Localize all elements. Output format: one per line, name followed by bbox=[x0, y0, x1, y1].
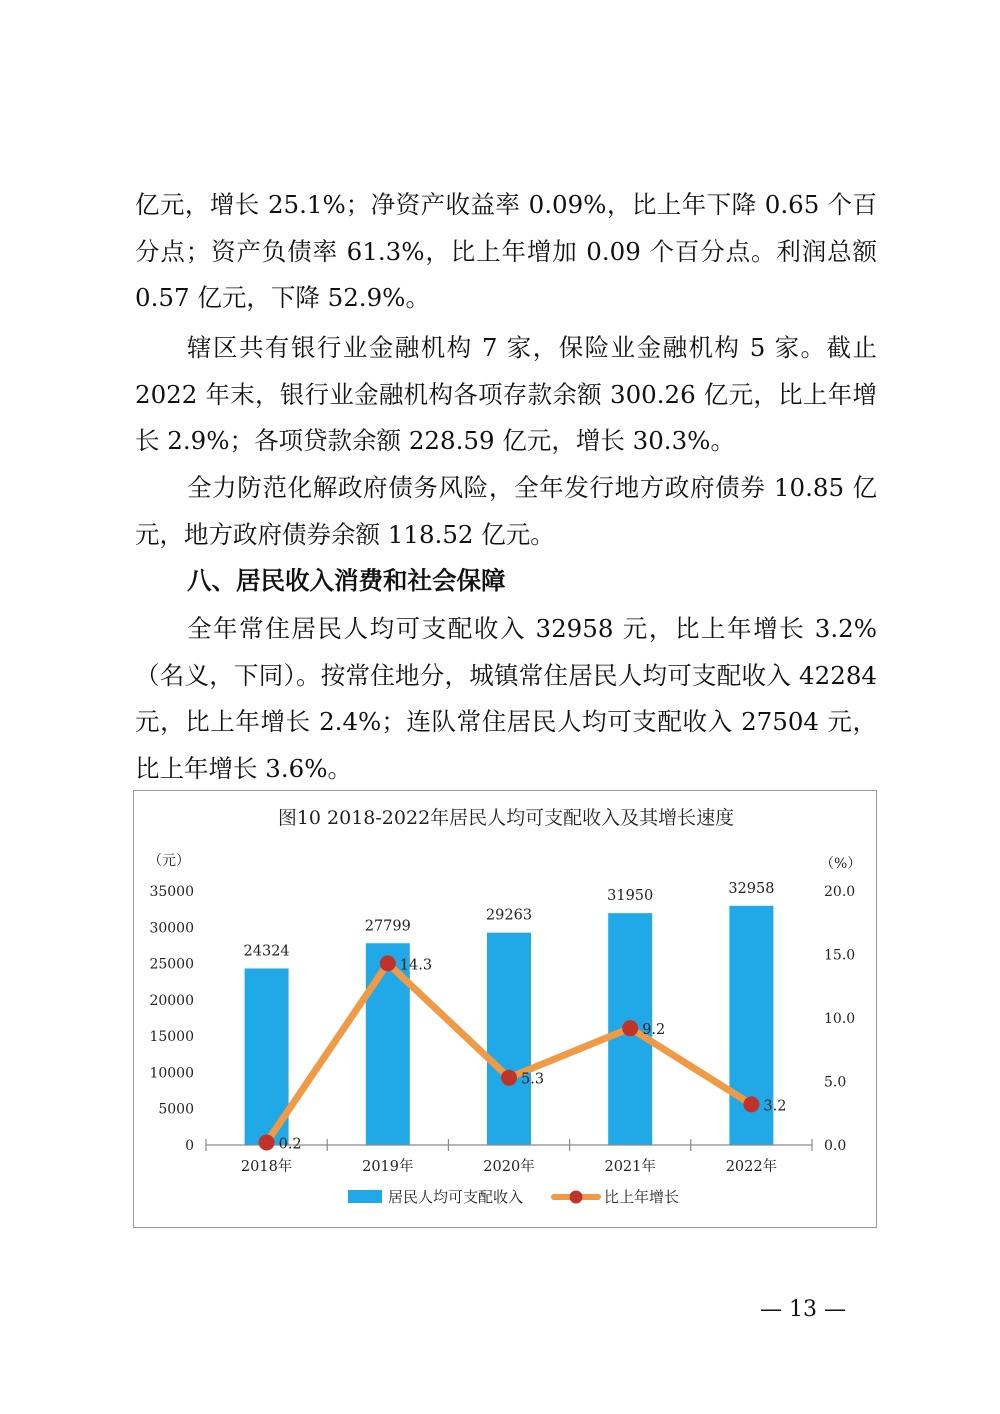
y-left-tick-label: 25000 bbox=[149, 956, 194, 973]
legend-line-marker bbox=[570, 1191, 583, 1204]
growth-point bbox=[622, 1020, 638, 1036]
x-tick-label: 2022年 bbox=[725, 1159, 778, 1175]
page-number: — 13 — bbox=[760, 1297, 846, 1322]
income-chart bbox=[133, 790, 877, 1228]
paragraph-finance-continued: 亿元，增长 25.1%；净资产收益率 0.09%，比上年下降 0.65 个百分点；资产负债率 61.3%，比上年增加 0.09 个百分点。利润总额 0.57 亿元，下降 52.9%。 bbox=[135, 190, 877, 312]
bar-value-label: 27799 bbox=[364, 918, 411, 935]
y-left-tick-label: 10000 bbox=[149, 1065, 194, 1082]
bar-value-label: 24324 bbox=[243, 943, 290, 960]
growth-value-label: 14.3 bbox=[399, 957, 433, 974]
legend-line-label: 比上年增长 bbox=[604, 1188, 680, 1206]
growth-point bbox=[259, 1134, 275, 1150]
section-heading: 八、居民收入消费和社会保障 bbox=[187, 566, 506, 595]
bar-value-label: 31950 bbox=[607, 888, 654, 905]
growth-point bbox=[501, 1070, 517, 1086]
legend-bar-swatch bbox=[348, 1190, 382, 1203]
y-axis-left-label: （元） bbox=[148, 853, 190, 869]
y-right-tick-label: 0.0 bbox=[824, 1138, 847, 1154]
chart-title: 图10 2018-2022年居民人均可支配收入及其增长速度 bbox=[277, 807, 735, 829]
bar-2020年 bbox=[487, 933, 531, 1145]
y-left-tick-label: 5000 bbox=[158, 1101, 194, 1118]
bar-value-label: 32958 bbox=[728, 880, 775, 897]
x-tick-label: 2021年 bbox=[604, 1159, 656, 1175]
y-right-tick-label: 10.0 bbox=[824, 1011, 856, 1027]
y-left-tick-label: 15000 bbox=[149, 1029, 194, 1046]
chart-svg bbox=[134, 791, 878, 1229]
paragraph-banking: 辖区共有银行业金融机构 7 家，保险业金融机构 5 家。截止 2022 年末，银行业金融机构各项存款余额 300.26 亿元，比上年增长 2.9%；各项贷款余额 228.59 亿元，增长 30.3%。 bbox=[135, 333, 877, 455]
y-left-tick-label: 20000 bbox=[149, 992, 194, 1009]
growth-point bbox=[380, 955, 396, 971]
legend-bar-label: 居民人均可支配收入 bbox=[388, 1188, 524, 1206]
y-right-tick-label: 20.0 bbox=[824, 884, 856, 900]
paragraph-government-debt: 全力防范化解政府债务风险，全年发行地方政府债券 10.85 亿元，地方政府债券余额 118.52 亿元。 bbox=[135, 473, 877, 549]
bar-value-label: 29263 bbox=[485, 907, 533, 924]
growth-value-label: 3.2 bbox=[763, 1098, 787, 1115]
growth-point bbox=[743, 1096, 759, 1112]
growth-value-label: 9.2 bbox=[642, 1022, 666, 1039]
y-left-tick-label: 35000 bbox=[149, 884, 194, 900]
y-axis-right-label: （%） bbox=[820, 856, 862, 872]
x-tick-label: 2018年 bbox=[240, 1159, 293, 1175]
growth-value-label: 0.2 bbox=[278, 1136, 302, 1153]
y-left-tick-label: 0 bbox=[185, 1138, 194, 1154]
paragraph-resident-income: 全年常住居民人均可支配收入 32958 元，比上年增长 3.2%（名义，下同）。按常住地分，城镇常住居民人均可支配收入 42284 元，比上年增长 2.4%；连队常住居民人均可支配收入 27504 元，比上年增长 3.6%。 bbox=[135, 614, 877, 783]
y-right-tick-label: 5.0 bbox=[824, 1074, 847, 1091]
growth-value-label: 5.3 bbox=[521, 1071, 545, 1088]
x-tick-label: 2020年 bbox=[483, 1159, 535, 1175]
y-left-tick-label: 30000 bbox=[149, 920, 194, 937]
x-tick-label: 2019年 bbox=[362, 1159, 414, 1175]
y-right-tick-label: 15.0 bbox=[824, 947, 856, 964]
